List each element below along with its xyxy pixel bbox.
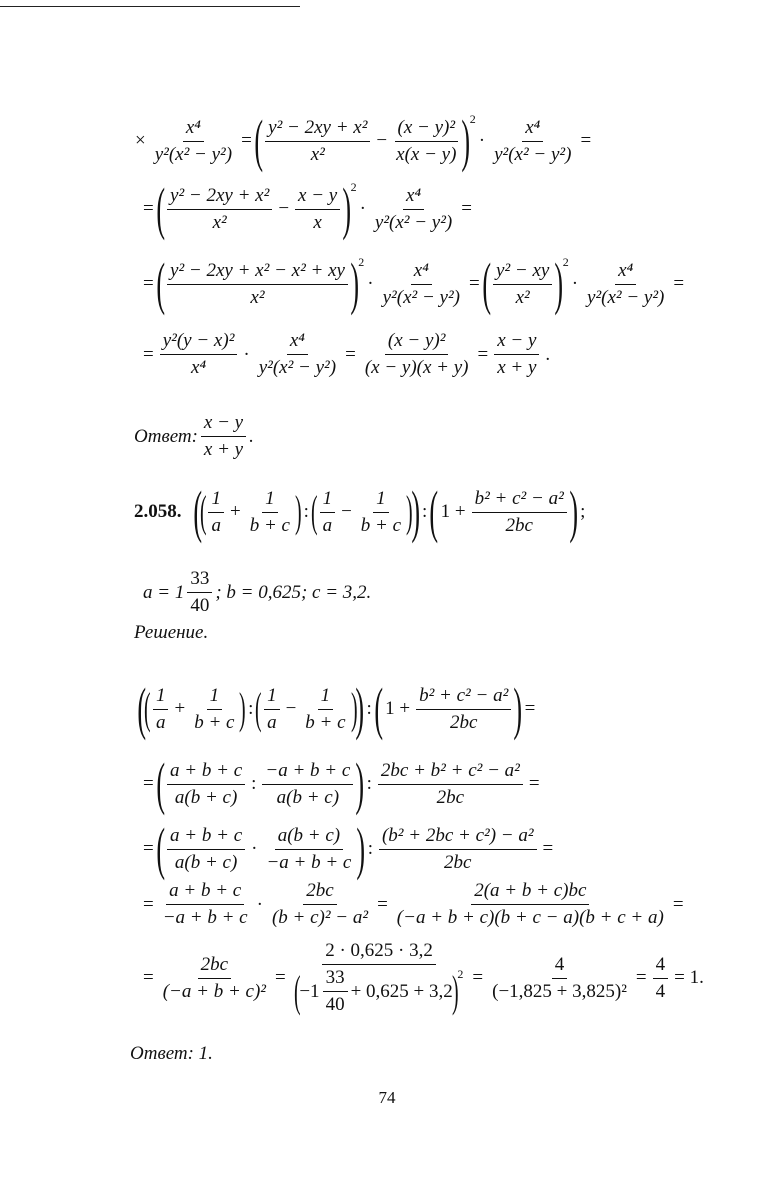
fraction: $\frac{\text{x⁴}}{\text{y²(x² − y²)}}$: [494, 116, 572, 165]
top-rule: [0, 6, 300, 7]
solution-line-4: = $\frac{a + b + c}{-a + b + c}$ · $\frac{2bc}{\text{(b + c)² − a²}}$ = $\frac{2(a + b + c)bc}{(-a + b + c)(b + c - a)(b + c + a)}$ =: [143, 880, 684, 928]
problem-statement: 2.058. ( ( $\frac{1}{a}$ + $\frac{1}{b + c}$ ) : ( $\frac{1}{a}$ − $\frac{1}{b + c}$ ) ) : ( 1 + $\frac{\text{b² + c² − a²}}{2bc}$ ) ;: [134, 479, 586, 544]
equation-line-4: = $\frac{\text{y²(y − x)²}}{\text{x⁴}}$ · $\frac{\text{x⁴}}{\text{y²(x² − y²)}}$ = $\frac{\text{(x − y)²}}{(x - y)(x + y)}$ = $\frac{x - y}{x + y}$ .: [143, 330, 551, 378]
solution-line-3: = ( $\frac{a + b + c}{a(b + c)}$ · $\frac{a(b + c)}{-a + b + c}$ ) : $\frac{\text{(b² + 2bc + c²) − a²}}{2bc}$ =: [143, 816, 554, 881]
problem-number: 2.058.: [134, 501, 182, 522]
answer-1: Ответ: $\frac{x - y}{x + y}$ .: [134, 412, 254, 460]
equation-line-2: = ( $\frac{\text{y² − 2xy + x²}}{\text{x²}}$ − $\frac{x - y}{x}$ ) $^2$ · $\frac{\text{x⁴}}{\text{y²(x² − y²)}}$ =: [143, 176, 472, 241]
given-values: a = 1 $\frac{33}{40}$ ; b = 0,625; c = 3,2.: [143, 568, 372, 616]
equation-line-1: × $\frac{\text{x⁴}}{\text{y²(x² − y²)}}$ = ( $\frac{\text{y² − 2xy + x²}}{\text{x²}}$ − $\frac{\text{(x − y)²}}{x(x - y)}$ ) $^2$ · $\frac{\text{x⁴}}{\text{y²(x² − y²)}}$ =: [135, 108, 592, 173]
solution-label: Решение.: [134, 622, 209, 643]
solution-line-2: = ( $\frac{a + b + c}{a(b + c)}$ : $\frac{-a + b + c}{a(b + c)}$ ) : $\frac{\text{2bc + b² + c² − a²}}{2bc}$ =: [143, 751, 540, 816]
fraction: $\frac{\text{x⁴}}{\text{y²(x² − y²)}}$: [154, 116, 233, 165]
fraction: $\frac{\text{y² − 2xy + x²}}{\text{x²}}$: [265, 117, 370, 166]
solution-line-1: ( ( $\frac{1}{a}$ + $\frac{1}{b + c}$ ) : ( $\frac{1}{a}$ − $\frac{1}{b + c}$ ) ) : ( 1 + $\frac{\text{b² + c² − a²}}{2bc}$ ) =: [137, 676, 536, 741]
answer-label: Ответ:: [134, 425, 198, 447]
answer-2: Ответ: 1.: [130, 1043, 213, 1064]
times-sign: ×: [135, 130, 146, 151]
solution-line-5: = $\frac{2bc}{\text{(−a + b + c)²}}$ = 2 · 0,625 · 3,2 ( −1 $\frac{33}{40}$ + 0,625 + 3,2 ) $^2$ = $\frac{4}{\text{(−1,825 + 3,825)²}}$ = $\frac{4}{4}$ = 1.: [143, 940, 704, 1016]
fraction: $\frac{\text{(x − y)²}}{x(x - y)}$: [396, 116, 457, 165]
page-number: 74: [378, 1088, 396, 1107]
equation-line-3: = ( $\frac{\text{y² − 2xy + x² − x² + xy}}{\text{x²}}$ ) $^2$ · $\frac{\text{x⁴}}{\text{y²(x² − y²)}}$ = ( $\frac{\text{y² − xy}}{\text{x²}}$ ) $^2$ · $\frac{\text{x⁴}}{\text{y²(x² − y²)}}$ =: [143, 251, 685, 316]
